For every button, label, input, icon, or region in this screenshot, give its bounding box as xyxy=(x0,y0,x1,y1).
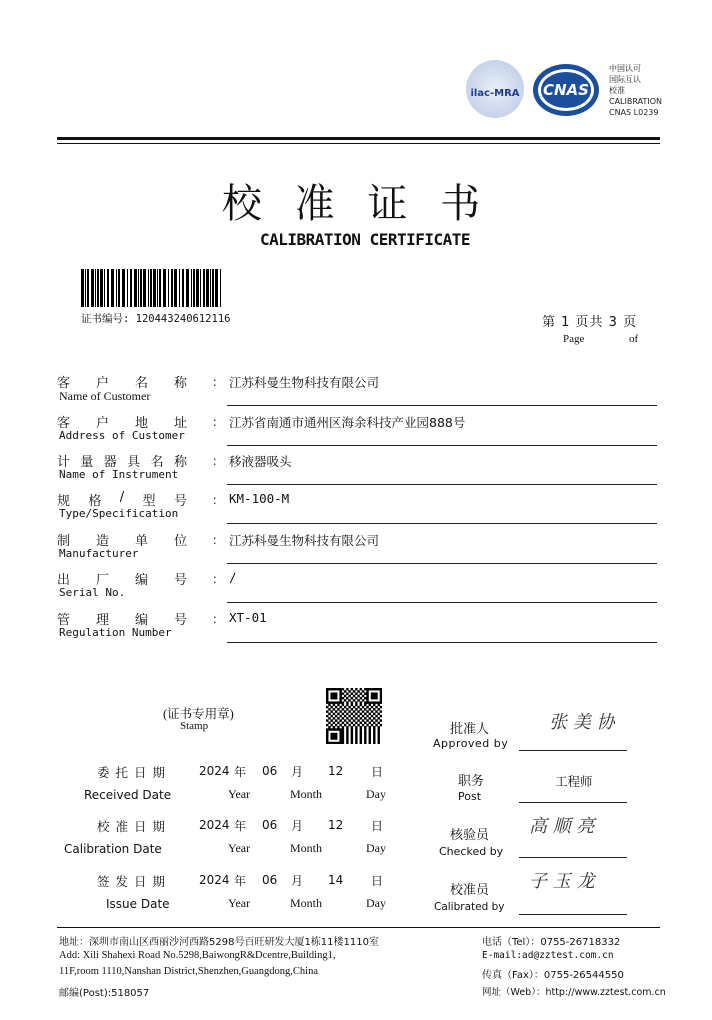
field-colon: ： xyxy=(212,533,225,547)
field-value: 江苏科曼生物科技有限公司 xyxy=(229,375,380,390)
ilac-mra-text: ilac-MRA xyxy=(470,88,520,99)
year-unit-cn: 年 xyxy=(234,765,247,779)
page-label: Page xyxy=(563,333,585,345)
date-label-en: Issue Date xyxy=(106,897,170,911)
field-label-char: 量 xyxy=(80,455,94,470)
field-label-char: 客 xyxy=(57,416,71,431)
year-unit-en: Year xyxy=(228,896,251,910)
date-label-cn: 校准日期 xyxy=(97,819,172,834)
field-label-char: 号 xyxy=(173,613,187,628)
month-unit-en: Month xyxy=(290,841,323,855)
checked-by-en: Checked by xyxy=(439,845,504,858)
post-cn: 职务 xyxy=(458,774,485,789)
field-label-char: 单 xyxy=(134,534,148,549)
certificate-number: 证书编号: 120443240612116 xyxy=(81,313,231,325)
field-label-char: 编 xyxy=(134,613,148,628)
qr-code xyxy=(326,688,382,744)
field-label-char: 名 xyxy=(134,376,148,391)
date-day: 12 xyxy=(328,764,344,778)
date-year: 2024 xyxy=(199,764,230,778)
field-label-char: 规 xyxy=(57,494,71,509)
date-day: 12 xyxy=(328,818,344,832)
top-rule-thick xyxy=(57,137,660,140)
calibrated-by-en: Calibrated by xyxy=(434,901,505,913)
field-label-en: Name of Customer xyxy=(59,389,151,403)
field-label-char: 号 xyxy=(173,573,187,588)
field-label-char: 址 xyxy=(173,416,187,431)
day-unit-en: Day xyxy=(366,896,386,910)
field-value: KM-100-M xyxy=(229,491,290,506)
date-year: 2024 xyxy=(199,873,230,887)
day-unit-cn: 日 xyxy=(371,765,384,779)
field-label-char: 造 xyxy=(95,534,109,549)
calibrated-signature: 子 玉 龙 xyxy=(529,871,595,892)
field-label-char: 型 xyxy=(142,494,156,509)
field-colon: ： xyxy=(212,415,225,429)
field-label-char: / xyxy=(119,490,125,505)
cnas-text: CNAS xyxy=(543,81,589,99)
stamp-label-en: Stamp xyxy=(180,720,209,732)
date-month: 06 xyxy=(262,873,278,887)
checked-line xyxy=(519,857,627,858)
date-day: 14 xyxy=(328,873,344,887)
field-label-char: 号 xyxy=(173,494,187,509)
post-en: Post xyxy=(458,790,482,803)
field-label-char: 器 xyxy=(103,455,117,470)
title-cn: 校 准 证 书 xyxy=(221,181,491,227)
field-label-char: 编 xyxy=(134,573,148,588)
field-label-char: 客 xyxy=(57,376,71,391)
month-unit-cn: 月 xyxy=(291,765,304,779)
year-unit-en: Year xyxy=(228,841,251,855)
field-label-char: 称 xyxy=(173,376,187,391)
field-underline xyxy=(227,602,657,603)
top-rule-thin xyxy=(57,143,660,144)
field-label-char: 户 xyxy=(95,416,109,431)
field-label-char: 制 xyxy=(57,534,71,549)
field-label-char: 户 xyxy=(95,376,109,391)
post-value: 工程师 xyxy=(555,774,593,789)
month-unit-cn: 月 xyxy=(291,874,304,888)
footer-web: 网址（Web）：http://www.zztest.com.cn xyxy=(482,987,666,998)
page-info-cn: 第 1 页共 3 页 xyxy=(542,315,638,330)
field-label-char: 管 xyxy=(57,613,71,628)
field-value: 江苏科曼生物科技有限公司 xyxy=(229,533,380,548)
day-unit-cn: 日 xyxy=(371,874,384,888)
field-label-char: 具 xyxy=(127,455,141,470)
day-unit-en: Day xyxy=(366,787,386,801)
calibrated-by-cn: 校准员 xyxy=(450,883,490,898)
approved-line xyxy=(519,750,627,751)
month-unit-en: Month xyxy=(290,896,323,910)
date-year: 2024 xyxy=(199,818,230,832)
date-month: 06 xyxy=(262,818,278,832)
calibrated-line xyxy=(519,914,627,915)
approved-signature: 张 美 协 xyxy=(549,712,615,733)
footer-address-en-1: Add: Xili Shahexi Road No.5298,BaiwongR&Dcentre,Building1, xyxy=(59,950,336,961)
year-unit-cn: 年 xyxy=(234,819,247,833)
title-en: CALIBRATION CERTIFICATE xyxy=(259,230,471,249)
of-label: of xyxy=(629,333,639,345)
year-unit-en: Year xyxy=(228,787,251,801)
field-value: 江苏省南通市通州区海余科技产业园888号 xyxy=(229,415,466,430)
field-label-char: 位 xyxy=(173,534,187,549)
year-unit-cn: 年 xyxy=(234,874,247,888)
approved-by-cn: 批准人 xyxy=(450,722,490,737)
date-label-en: Calibration Date xyxy=(64,842,162,856)
barcode xyxy=(81,269,223,307)
field-value: XT-01 xyxy=(229,610,267,625)
date-label-en: Received Date xyxy=(84,788,172,802)
field-colon: ： xyxy=(212,454,225,468)
field-underline xyxy=(227,445,657,446)
field-label-char: 名 xyxy=(150,455,164,470)
field-label-en: Address of Customer xyxy=(59,429,185,442)
field-underline xyxy=(227,484,657,485)
cnas-logo xyxy=(531,62,601,118)
stamp-label-cn: (证书专用章) xyxy=(163,707,234,721)
field-label-char: 计 xyxy=(57,455,71,470)
checked-by-cn: 核验员 xyxy=(450,828,490,843)
field-colon: ： xyxy=(212,612,225,626)
field-underline xyxy=(227,405,657,406)
field-label-en: Type/Specification xyxy=(59,507,179,520)
field-colon: ： xyxy=(212,375,225,389)
field-label-char: 出 xyxy=(57,573,71,588)
approved-by-en: Approved by xyxy=(433,737,509,750)
month-unit-en: Month xyxy=(290,787,323,801)
field-colon: ： xyxy=(212,493,225,507)
field-label-en: Regulation Number xyxy=(59,626,172,639)
day-unit-cn: 日 xyxy=(371,819,384,833)
field-label-en: Serial No. xyxy=(59,586,126,599)
checked-signature: 高 顺 亮 xyxy=(529,816,595,837)
field-label-char: 格 xyxy=(88,494,102,509)
field-label-char: 称 xyxy=(173,455,187,470)
date-label-cn: 签发日期 xyxy=(97,874,172,889)
month-unit-cn: 月 xyxy=(291,819,304,833)
day-unit-en: Day xyxy=(366,841,386,855)
field-value: / xyxy=(229,570,237,585)
footer-address-en-2: 11F,room 1110,Nanshan District,Shenzhen,Guangdong,China xyxy=(59,966,318,977)
footer-address-cn: 地址：深圳市南山区西丽沙河西路5298号百旺研发大厦1栋11楼1110室 xyxy=(59,937,379,948)
date-label-cn: 委托日期 xyxy=(97,765,172,780)
field-label-char: 厂 xyxy=(95,573,109,588)
field-underline xyxy=(227,523,657,524)
footer-email: E-mail:ad@zztest.com.cn xyxy=(482,950,614,961)
cnas-accreditation-text: 中国认可 国际互认 校准 CALIBRATION CNAS L0239 xyxy=(609,64,662,117)
field-label-en: Manufacturer xyxy=(59,547,139,560)
footer-tel: 电话（Tel）：0755-26718332 xyxy=(482,937,621,948)
footer-rule xyxy=(57,927,660,928)
field-colon: ： xyxy=(212,572,225,586)
ilac-mra-logo xyxy=(466,60,524,118)
field-underline xyxy=(227,563,657,564)
post-line xyxy=(519,802,627,803)
field-underline xyxy=(227,642,657,643)
field-label-en: Name of Instrument xyxy=(59,468,179,481)
field-value: 移液器吸头 xyxy=(229,454,292,469)
footer-postcode: 邮编(Post):518057 xyxy=(59,988,150,999)
field-label-char: 地 xyxy=(134,416,148,431)
field-label-char: 理 xyxy=(95,613,109,628)
date-month: 06 xyxy=(262,764,278,778)
footer-fax: 传真（Fax）：0755-26544550 xyxy=(482,970,624,981)
